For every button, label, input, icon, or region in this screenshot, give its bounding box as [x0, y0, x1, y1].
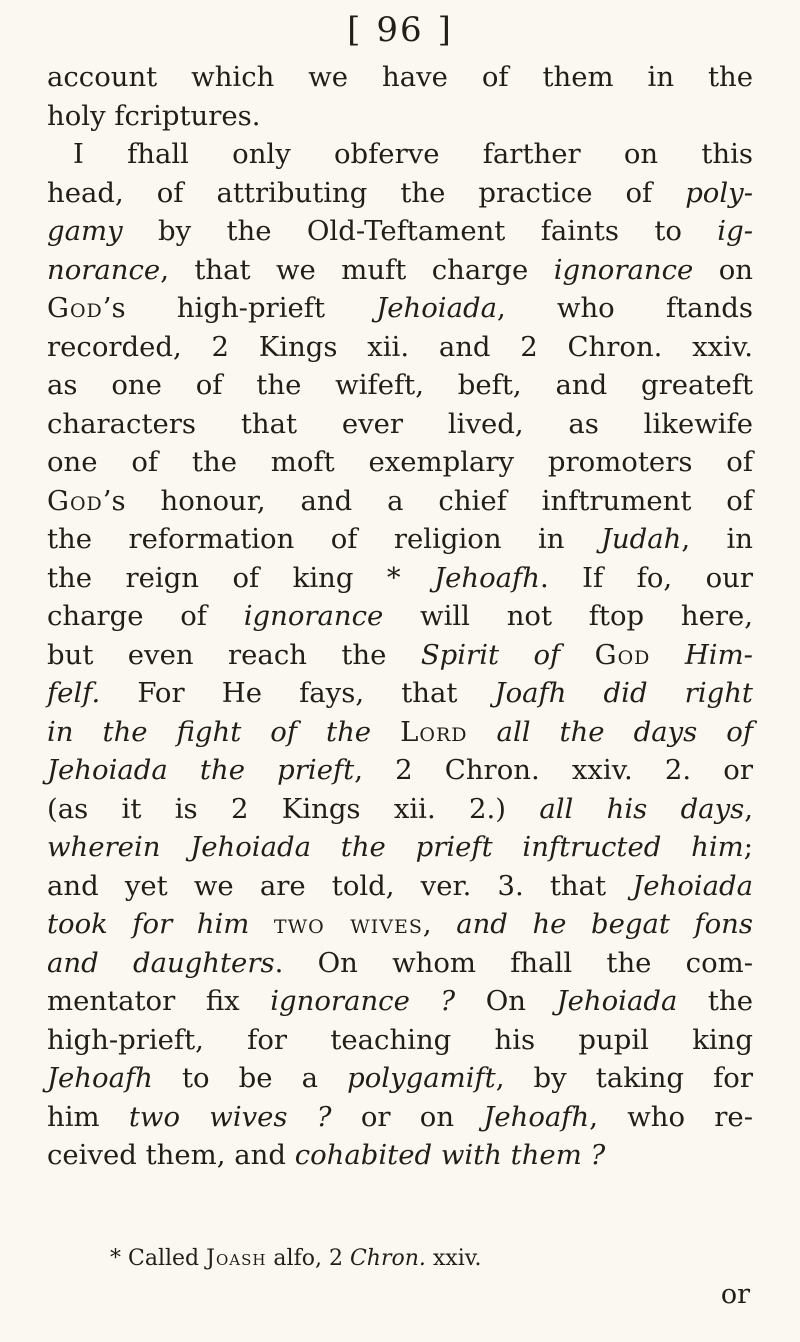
text-run: the reign of king *: [47, 561, 435, 594]
italic-run: ignorance: [553, 253, 694, 286]
text-line: [47, 1021, 753, 1060]
italic-run: Jehoafh: [434, 561, 540, 594]
text-run: head, of attributing the practice of: [47, 176, 686, 209]
text-line: [47, 867, 753, 906]
italic-run: took for him: [47, 908, 250, 940]
text-run: , that we muft charge: [160, 253, 554, 286]
italic-run: in the fight of the: [47, 715, 372, 748]
text-line: [47, 174, 753, 213]
italic-run: polygamift: [347, 1062, 496, 1094]
text-line: [47, 1136, 753, 1175]
text-line: [47, 251, 753, 290]
text-line: [47, 905, 753, 944]
text-run: [560, 639, 594, 671]
text-line: [47, 328, 753, 367]
catchword: or: [720, 1279, 750, 1310]
text-line: [47, 520, 753, 559]
text-run: characters that ever lived, as likewife: [47, 407, 753, 440]
page-number: 96: [376, 10, 424, 50]
italic-run: Spirit of: [420, 638, 561, 671]
text-run: will not ftop here,: [383, 600, 754, 632]
text-run: and yet we are told, ver. 3. that: [47, 869, 633, 902]
italic-run: wherein Jehoiada the prieft inftructed him: [47, 831, 744, 863]
text-run: ;: [743, 831, 753, 863]
body-text: [47, 58, 753, 1175]
italic-run: ignorance ?: [270, 985, 456, 1017]
header-bracket-close: ]: [437, 10, 453, 50]
text-run: the: [677, 985, 753, 1017]
text-line: [47, 713, 753, 752]
text-run: * Called: [110, 1246, 207, 1271]
text-run: I fhall only obferve farther on this: [73, 138, 753, 170]
text-run: on: [693, 253, 753, 286]
text-line: [47, 636, 753, 675]
text-line: [47, 405, 753, 444]
text-run: as one of the wifeft, beft, and greateft: [47, 369, 753, 401]
italic-run: all the days of: [496, 715, 753, 748]
text-run: . On whom fhall the com-: [274, 946, 754, 979]
text-run: ,: [744, 792, 753, 825]
italic-run: ig-: [717, 215, 753, 247]
italic-run: Jehoafh: [483, 1100, 590, 1133]
text-run: mentator fix: [47, 985, 271, 1017]
text-run: him: [47, 1100, 129, 1133]
text-run: alfo, 2: [266, 1246, 350, 1271]
italic-run: ignorance: [243, 600, 384, 632]
text-run: but even reach the: [47, 638, 421, 671]
text-run: [650, 639, 684, 671]
text-line: [47, 482, 753, 521]
text-line: [47, 597, 753, 636]
text-line: [47, 97, 753, 136]
italic-run: Jehoiada: [556, 985, 678, 1017]
text-run: [249, 908, 274, 940]
text-run: (as it is 2 Kings xii. 2.): [47, 792, 540, 825]
text-line: [47, 674, 753, 713]
small-caps-run: Lord: [400, 715, 468, 748]
text-line: [47, 559, 753, 598]
italic-run: all his days: [539, 792, 745, 825]
small-caps-run: God: [47, 484, 103, 517]
text-run: recorded, 2 Kings xii. and 2 Chron. xxiv.: [47, 330, 753, 363]
italic-run: gamy: [47, 215, 123, 247]
text-run: ’s high-prieft: [102, 292, 377, 324]
text-line: [47, 944, 753, 983]
header-bracket-open: [: [347, 10, 363, 50]
text-line: [47, 982, 753, 1021]
text-run: charge of: [47, 600, 244, 632]
italic-run: cohabited with them ?: [294, 1139, 606, 1171]
text-run: , in: [681, 523, 753, 555]
italic-run: felf.: [47, 677, 101, 709]
text-run: On: [455, 985, 557, 1017]
small-caps-run: two wives: [273, 908, 423, 940]
italic-run: Jehoafh: [47, 1062, 153, 1094]
italic-run: poly-: [685, 176, 753, 209]
footnote: [110, 1244, 482, 1274]
italic-run: two wives ?: [128, 1100, 332, 1133]
italic-run: Chron.: [349, 1246, 426, 1271]
text-run: high-prieft, for teaching his pupil king: [47, 1023, 753, 1056]
text-run: one of the moft exemplary promoters of: [47, 446, 753, 478]
text-run: ’s honour, and a chief inftrument of: [102, 484, 753, 517]
text-line: [47, 790, 753, 829]
text-run: , 2 Chron. xxiv. 2. or: [354, 754, 753, 786]
text-line: [47, 58, 753, 97]
text-run: . If fo, our: [539, 561, 753, 594]
italic-run: Jehoiada: [376, 292, 497, 324]
text-line: [47, 212, 753, 251]
text-run: , by taking for: [495, 1062, 753, 1094]
small-caps-run: God: [594, 638, 651, 671]
italic-run: and he begat fons: [456, 908, 753, 940]
page-header: [0, 10, 800, 50]
text-run: ,: [422, 908, 457, 940]
text-run: , who re-: [589, 1100, 753, 1133]
text-line: [47, 366, 753, 405]
italic-run: and daughters: [47, 946, 275, 979]
small-caps-run: Joash: [206, 1246, 267, 1271]
italic-run: Jehoiada the prieft: [47, 754, 355, 786]
italic-run: norance: [47, 253, 161, 286]
italic-run: Judah: [600, 523, 682, 555]
text-run: holy fcriptures.: [47, 99, 261, 132]
text-run: or on: [331, 1100, 484, 1133]
text-line: [47, 828, 753, 867]
small-caps-run: God: [47, 292, 103, 324]
text-line: [47, 289, 753, 328]
text-run: by the Old-Teftament faints to: [122, 215, 718, 247]
text-run: [371, 716, 400, 748]
italic-run: Joafh did right: [494, 677, 753, 709]
text-run: ceived them, and: [47, 1139, 295, 1171]
italic-run: Jehoiada: [632, 869, 753, 902]
text-run: account which we have of them in the: [47, 61, 753, 93]
text-line: [47, 1098, 753, 1137]
text-run: [468, 716, 497, 748]
italic-run: Him-: [684, 638, 753, 671]
text-run: to be a: [152, 1062, 348, 1094]
text-run: , who ftands: [496, 292, 753, 324]
text-run: xxiv.: [425, 1246, 482, 1271]
text-run: the reformation of religion in: [47, 523, 601, 555]
text-line: [47, 1059, 753, 1098]
text-line: [47, 443, 753, 482]
text-line: [47, 135, 753, 174]
text-run: For He fays, that: [100, 677, 495, 709]
text-line: [47, 751, 753, 790]
